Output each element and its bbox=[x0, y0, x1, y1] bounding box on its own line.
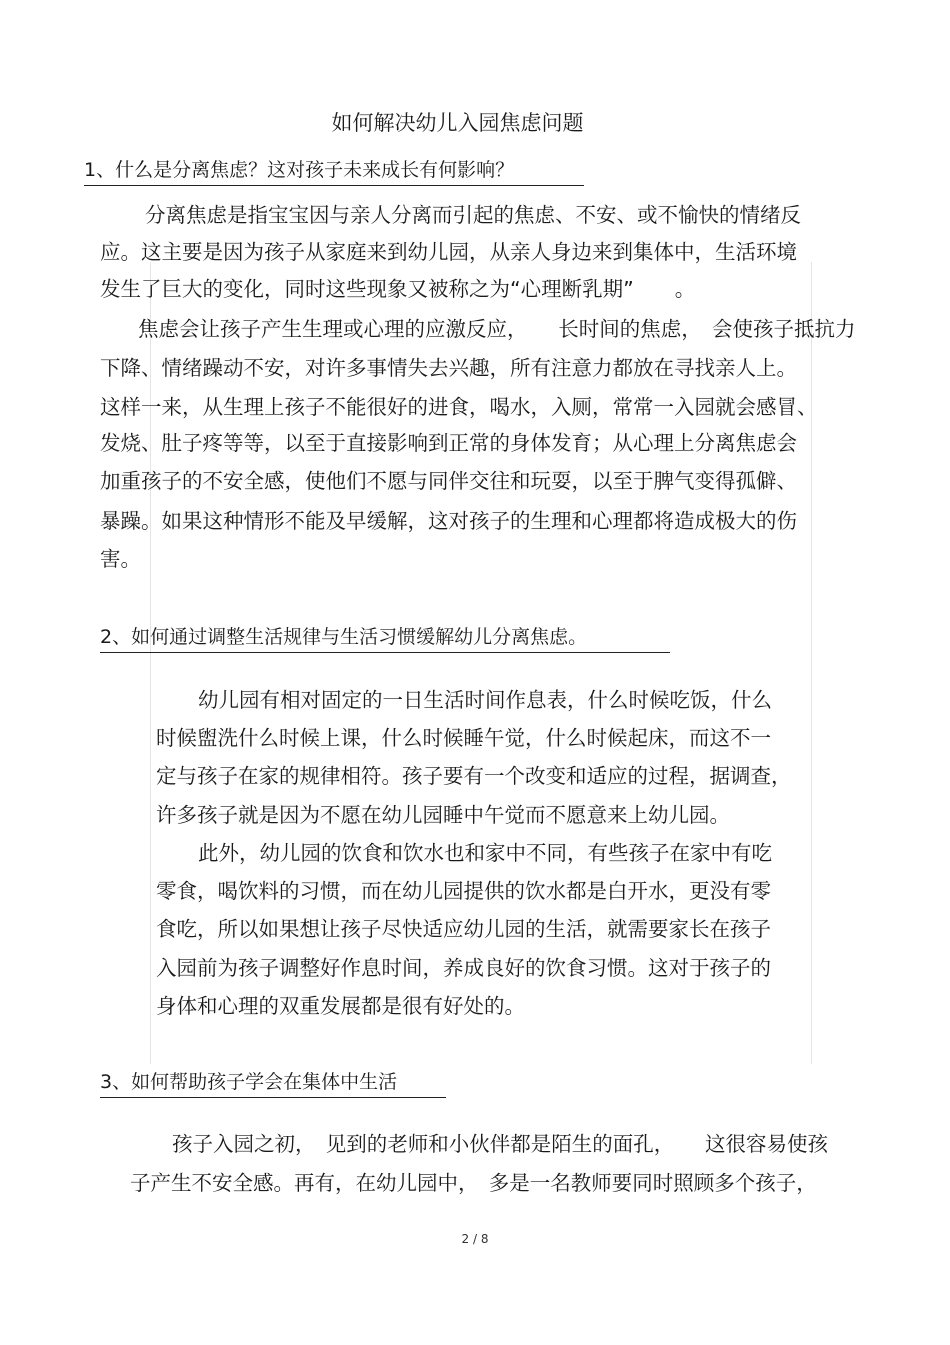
section-2-line: 时候盥洗什么时候上课，什么时候睡午觉，什么时候起床，而这不一 bbox=[156, 726, 771, 750]
section-2-line: 入园前为孩子调整好作息时间，养成良好的饮食习惯。这对于孩子的 bbox=[156, 956, 771, 980]
section-2-line: 零食，喝饮料的习惯，而在幼儿园提供的饮水都是白开水，更没有零 bbox=[156, 879, 771, 903]
section-2-line: 此外，幼儿园的饮食和饮水也和家中不同，有些孩子在家中有吃 bbox=[198, 841, 772, 865]
page-number: 2 / 8 bbox=[461, 1232, 489, 1246]
section-1-line: 暴躁。如果这种情形不能及早缓解，这对孩子的生理和心理都将造成极大的伤 bbox=[100, 509, 797, 533]
section-2-line: 幼儿园有相对固定的一日生活时间作息表，什么时候吃饭，什么 bbox=[198, 688, 772, 712]
section-1-line: 应。这主要是因为孩子从家庭来到幼儿园，从亲人身边来到集体中，生活环境 bbox=[100, 240, 797, 264]
section-1-heading: 1、什么是分离焦虑？这对孩子未来成长有何影响？ bbox=[84, 156, 584, 186]
section-1-line: 焦虑会让孩子产生生理或心理的应激反应， 长时间的焦虑， 会使孩子抵抗力 bbox=[138, 317, 856, 341]
section-1-line: 害。 bbox=[100, 547, 141, 571]
section-1-line: 加重孩子的不安全感，使他们不愿与同伴交往和玩耍，以至于脾气变得孤僻、 bbox=[100, 469, 797, 493]
section-2-line: 身体和心理的双重发展都是很有好处的。 bbox=[156, 994, 525, 1018]
section-1-line: 发烧、肚子疼等等，以至于直接影响到正常的身体发育；从心理上分离焦虑会 bbox=[100, 431, 797, 455]
section-1-line: 发生了巨大的变化，同时这些现象又被称之为“心理断乳期” 。 bbox=[100, 277, 696, 301]
section-3-line: 子产生不安全感。再有，在幼儿园中， 多是一名教师要同时照顾多个孩子， bbox=[130, 1171, 817, 1195]
section-1-line: 下降、情绪躁动不安，对许多事情失去兴趣，所有注意力都放在寻找亲人上。 bbox=[100, 356, 797, 380]
section-3-line: 孩子入园之初， 见到的老师和小伙伴都是陌生的面孔， 这很容易使孩 bbox=[172, 1132, 828, 1156]
section-2-line: 定与孩子在家的规律相符。孩子要有一个改变和适应的过程，据调查， bbox=[156, 764, 792, 788]
section-1-line: 分离焦虑是指宝宝因与亲人分离而引起的焦虑、不安、或不愉快的情绪反 bbox=[145, 203, 801, 227]
document-title: 如何解决幼儿入园焦虑问题 bbox=[331, 111, 584, 135]
section-2-line: 食吃，所以如果想让孩子尽快适应幼儿园的生活，就需要家长在孩子 bbox=[156, 917, 771, 941]
section-1-line: 这样一来，从生理上孩子不能很好的进食，喝水，入厕，常常一入园就会感冒、 bbox=[100, 395, 818, 419]
section-2-line: 许多孩子就是因为不愿在幼儿园睡中午觉而不愿意来上幼儿园。 bbox=[156, 803, 730, 827]
section-2-heading: 2、如何通过调整生活规律与生活习惯缓解幼儿分离焦虑。 bbox=[100, 623, 670, 653]
section-3-heading: 3、如何帮助孩子学会在集体中生活 bbox=[100, 1068, 446, 1098]
